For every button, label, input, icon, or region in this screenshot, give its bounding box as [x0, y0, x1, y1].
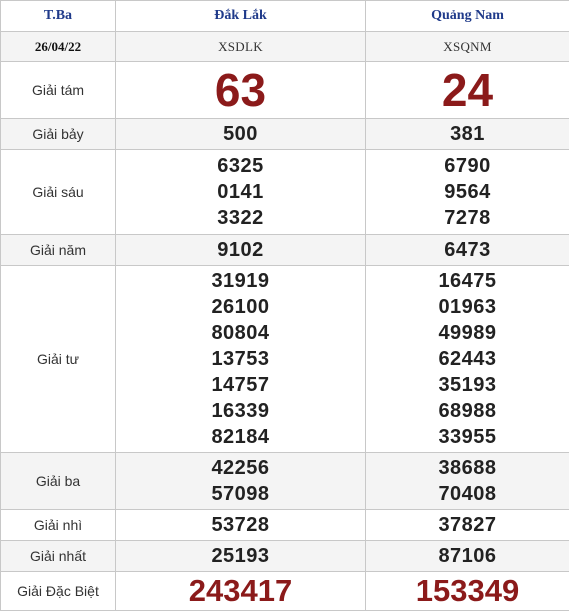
prize-number: 70408 [366, 481, 569, 507]
prize-label: Giải nhì [1, 510, 116, 541]
results-dak-lak [116, 510, 366, 541]
prize-number: 16475 [366, 268, 569, 294]
prize-row-g7 [1, 119, 569, 150]
prize-label: Giải ba [1, 453, 116, 510]
prize-number: 9102 [116, 237, 365, 263]
prize-number: 37827 [366, 512, 569, 538]
prize-row-g5 [1, 235, 569, 266]
province-dak-lak-link[interactable]: Đắk Lắk [116, 1, 366, 32]
results-dak-lak [116, 235, 366, 266]
prize-number: 87106 [366, 543, 569, 569]
prize-number: 500 [116, 121, 365, 147]
province-quang-nam-link[interactable]: Quảng Nam [366, 1, 569, 32]
prize-number: 14757 [116, 372, 365, 398]
results-quang-nam [366, 453, 569, 510]
prize-label: Giải nhất [1, 541, 116, 572]
province-code-quang-nam: XSQNM [366, 32, 569, 62]
prize-number: 42256 [116, 455, 365, 481]
prize-number: 381 [366, 121, 569, 147]
prize-number: 13753 [116, 346, 365, 372]
prize-number: 9564 [366, 179, 569, 205]
results-quang-nam [366, 572, 569, 611]
prize-row-g2 [1, 510, 569, 541]
special-prize-number: 243417 [116, 574, 365, 608]
prize-number: 16339 [116, 398, 365, 424]
results-dak-lak [116, 266, 366, 453]
prize-number: 6473 [366, 237, 569, 263]
prize-number: 6790 [366, 153, 569, 179]
results-quang-nam [366, 62, 569, 119]
header-row [1, 1, 569, 32]
prize-row-special [1, 572, 569, 611]
weekday-label: T.Ba [1, 1, 116, 32]
prize-number: 53728 [116, 512, 365, 538]
prize-number: 26100 [116, 294, 365, 320]
prize-number: 82184 [116, 424, 365, 450]
prize-row-g6 [1, 150, 569, 235]
prize-number: 31919 [116, 268, 365, 294]
prize-number: 6325 [116, 153, 365, 179]
prize-label: Giải tư [1, 266, 116, 453]
prize-label: Giải năm [1, 235, 116, 266]
results-quang-nam [366, 119, 569, 150]
province-code-dak-lak: XSDLK [116, 32, 366, 62]
subheader-row [1, 32, 569, 62]
draw-date: 26/04/22 [1, 32, 116, 62]
prize-label: Giải bảy [1, 119, 116, 150]
prize-row-g8 [1, 62, 569, 119]
results-dak-lak [116, 541, 366, 572]
prize-label: Giải tám [1, 62, 116, 119]
prize-number: 49989 [366, 320, 569, 346]
prize-number: 38688 [366, 455, 569, 481]
results-quang-nam [366, 150, 569, 235]
prize-number: 80804 [116, 320, 365, 346]
prize-number: 24 [366, 64, 569, 116]
prize-number: 0141 [116, 179, 365, 205]
results-dak-lak [116, 572, 366, 611]
prize-row-g1 [1, 541, 569, 572]
results-quang-nam [366, 541, 569, 572]
results-dak-lak [116, 150, 366, 235]
prize-number: 3322 [116, 205, 365, 231]
prize-label: Giải sáu [1, 150, 116, 235]
results-quang-nam [366, 235, 569, 266]
results-quang-nam [366, 266, 569, 453]
special-prize-number: 153349 [366, 574, 569, 608]
prize-number: 01963 [366, 294, 569, 320]
prize-row-g4 [1, 266, 569, 453]
prize-number: 62443 [366, 346, 569, 372]
prize-number: 57098 [116, 481, 365, 507]
prize-row-g3 [1, 453, 569, 510]
prize-number: 68988 [366, 398, 569, 424]
prize-number: 7278 [366, 205, 569, 231]
prize-number: 33955 [366, 424, 569, 450]
prize-number: 35193 [366, 372, 569, 398]
prize-number: 25193 [116, 543, 365, 569]
results-dak-lak [116, 62, 366, 119]
prize-number: 63 [116, 64, 365, 116]
prize-label: Giải Đặc Biệt [1, 572, 116, 611]
results-dak-lak [116, 453, 366, 510]
results-quang-nam [366, 510, 569, 541]
results-dak-lak [116, 119, 366, 150]
